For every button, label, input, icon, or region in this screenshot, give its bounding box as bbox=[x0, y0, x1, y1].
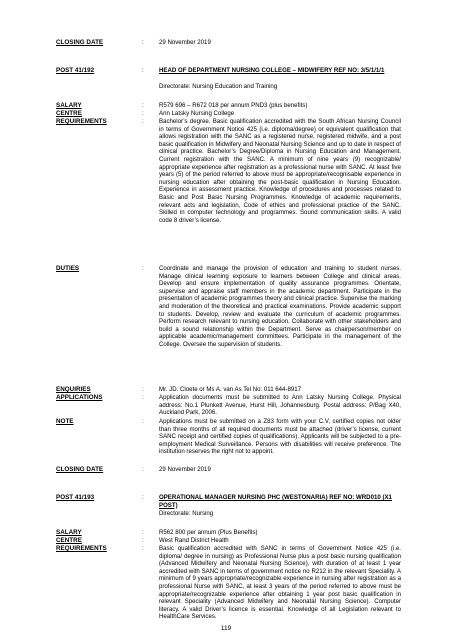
post-number-label: POST 41/193 bbox=[56, 494, 95, 501]
enquiries-label: ENQUIRIES bbox=[56, 386, 91, 393]
duties-text: Coordinate and manage the provision of education and training to student nurses. Manage clinical learning exposure to learners between College and clinical areas. Develop and ensure implementation of quality assurance programmes. Orientate, supervise and appraise staff members in the academic department. Participate in the presentation of academic programmes theory and clinical practice. Supervise the marking and moderation of the theoretical and practical examinations. Provide academic support to students. Develop, review and evaluate the curriculum of academic programmes. Perform research relevant to nursing education. Collaborate with other stakeholders and build a sound relationship within the Department. Serve as chairperson/member on applicable academic/management committees. Participate in the management of the College. Oversee the supervision of students. bbox=[159, 265, 401, 348]
enquiries-value: Mr. JD. Cloete or Ms A. van As Tel No: 011 644-8917 bbox=[159, 386, 302, 393]
requirements-text: Basic qualification accredited with SANC in terms of Government Notice 425 (i.e. diploma/ degree in nursing) as Professional Nurse plus a post basic nursing qualification (Advanced Midwifery and Neonatal Nursing Science), with duration of at least 1 year accredited with SANC in terms of government notice no R212 in the relevant Speciality. A minimum of 9 years appropriate/recognizable experience in nursing after registration as a professional Nurse with SANC, at least 3 years of the period referred to above must be appropriate/recognizable experience after obtaining 1 year post basic qualification in relevant Speciality (Advanced Midwifery and Neonatal Nursing Science). Computer literacy. A valid Driver’s licence is essential. Knowledge of all Legislation relevant to HealthCare Services. bbox=[159, 545, 401, 621]
colon: : bbox=[142, 67, 144, 74]
duties-label: DUTIES bbox=[56, 265, 80, 272]
colon: : bbox=[142, 545, 144, 552]
requirements-text: Bachelor’s degree. Basic qualification accredited with the South African Nursing Council in terms of Government Notice 425 (i.e. diploma/degree) or equivalent qualification that allows registration with the SANC as a registered nurse, registered midwife, and a post basic qualification in Midwifery and Neonatal Nursing Science and up to date in respect of clinical practice. Bachelor’s Degree/Diploma in Nursing Education and Management. Current registration with the SANC. A minimum of nine years (9) recognizable/ appropriate experience after registration as a professional nurse with SANC. At least five years (5) of the period referred to above must be appropriate/recognisable experience in nursing education after obtaining the post-basic qualification in Nursing Education. Experience in assessment practice. Knowledge of procedures and processes related to Basic and Post Basic Nursing Programmes. Knowledge of academic requirements, relevant acts and legislation, Code of ethics and professional practice of the SANC. Skilled in computer technology and programmes. Sound communication skills. A valid code 8 driver’s license. bbox=[159, 118, 401, 224]
post-title: OPERATIONAL MANAGER NURSING PHC (WESTONARIA) REF NO: WRD010 (X1 POST) bbox=[159, 494, 392, 509]
colon: : bbox=[142, 418, 144, 425]
note-text: Applications must be submitted on a Z83 form with your C.V, certified copies not older than three months of all required documents must be attached (driver’s license, current SANC receipt and certified copies of qualifications). Applicants will be subjected to a pre-employment Medical Surveillance. Persons with disabilities will receive preference. The institution reserves the right not to appoint. bbox=[159, 418, 401, 456]
colon: : bbox=[142, 265, 144, 272]
salary-value: R562 800 per annum (Plus Benefits) bbox=[159, 529, 258, 536]
colon: : bbox=[142, 39, 144, 46]
centre-label: CENTRE bbox=[56, 110, 82, 117]
colon: : bbox=[142, 110, 144, 117]
applications-label: APPLICATIONS bbox=[56, 394, 103, 401]
colon: : bbox=[142, 386, 144, 393]
requirements-label: REQUIREMENTS bbox=[56, 118, 107, 125]
requirements-label: REQUIREMENTS bbox=[56, 545, 107, 552]
post-title: HEAD OF DEPARTMENT NURSING COLLEGE – MIDWIFERY REF NO: 3/5/1/1/1 bbox=[159, 67, 385, 74]
centre-value: Ann Latsky Nursing College bbox=[159, 110, 235, 117]
salary-label: SALARY bbox=[56, 102, 82, 109]
post-number-label: POST 41/192 bbox=[56, 67, 95, 74]
page-number: 119 bbox=[220, 625, 232, 632]
centre-label: CENTRE bbox=[56, 537, 82, 544]
note-label: NOTE bbox=[56, 418, 74, 425]
closing-date-value: 29 November 2019 bbox=[159, 39, 211, 46]
closing-date-value: 29 November 2019 bbox=[159, 466, 211, 473]
colon: : bbox=[142, 494, 144, 501]
applications-text: Application documents must be submitted to Ann Latsky Nursing College. Physical address: No.1 Plunkett Avenue, Hurst Hill, Johannesburg. Postal address: P/Bag X40, Auckland Park, 2006. bbox=[159, 394, 401, 417]
directorate: Directorate: Nursing bbox=[159, 510, 214, 517]
colon: : bbox=[142, 537, 144, 544]
colon: : bbox=[142, 118, 144, 125]
closing-date-label: CLOSING DATE bbox=[56, 466, 104, 473]
colon: : bbox=[142, 102, 144, 109]
salary-value: R579 696 – R672 018 per annum PND3 (plus benefits) bbox=[159, 102, 308, 109]
salary-label: SALARY bbox=[56, 529, 82, 536]
colon: : bbox=[142, 394, 144, 401]
closing-date-label: CLOSING DATE bbox=[56, 39, 104, 46]
centre-value: West Rand District Health bbox=[159, 537, 229, 544]
directorate: Directorate: Nursing Education and Training bbox=[159, 83, 278, 90]
colon: : bbox=[142, 529, 144, 536]
colon: : bbox=[142, 466, 144, 473]
